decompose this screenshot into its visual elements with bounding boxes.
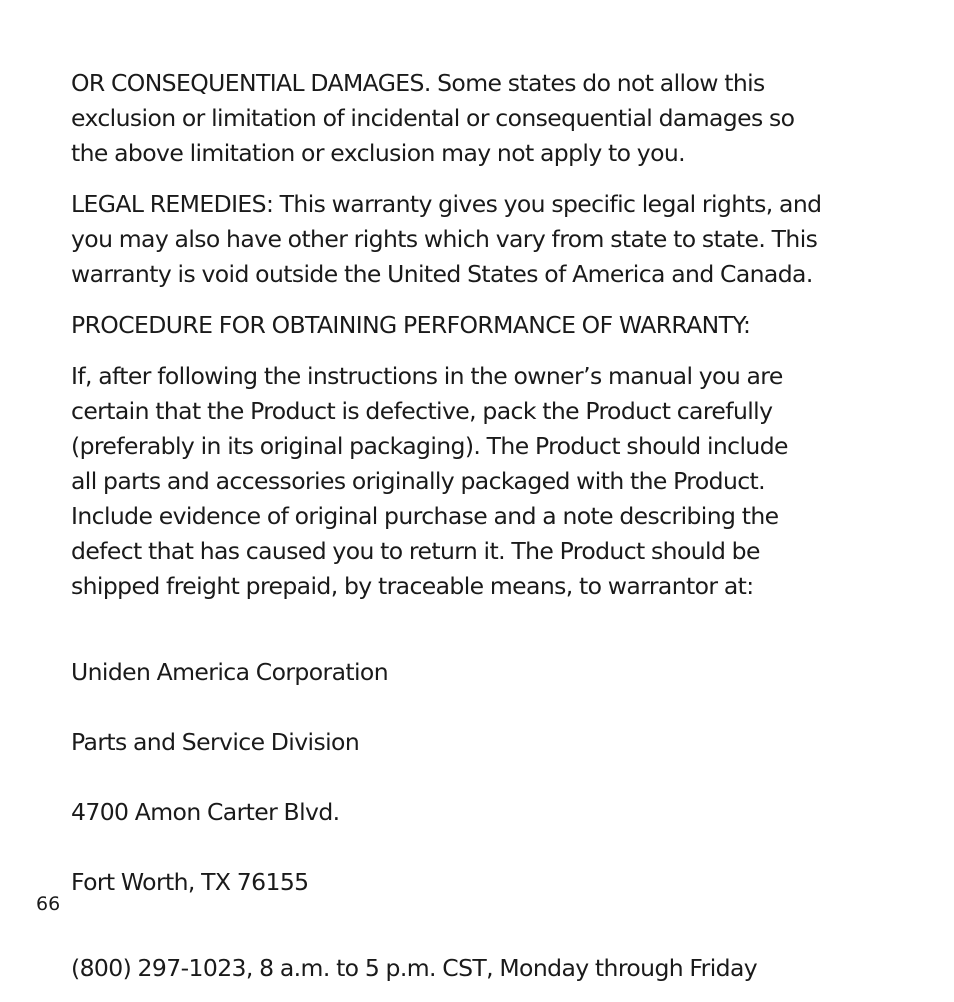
contact-hours: (800) 297-1023, 8 a.m. to 5 p.m. CST, Monday through Friday [71,954,758,982]
warranty-text [71,66,861,1002]
procedure-heading: PROCEDURE FOR OBTAINING PERFORMANCE OF WARRANTY: [71,311,751,339]
address-street: 4700 Amon Carter Blvd. [71,798,340,826]
legal-remedies-paragraph: LEGAL REMEDIES: This warranty gives you specific legal rights, and you may also have other rights which vary from state to state. This warranty is void outside the United States of America and Canada. [71,190,822,288]
address-division: Parts and Service Division [71,728,360,756]
address-city: Fort Worth, TX 76155 [71,868,309,896]
page-number: 66 [36,893,61,915]
warrantor-address [71,620,861,935]
address-company: Uniden America Corporation [71,658,388,686]
damages-paragraph: OR CONSEQUENTIAL DAMAGES. Some states do not allow this exclusion or limitation of incidental or consequential damages so the above limitation or exclusion may not apply to you. [71,69,795,167]
procedure-paragraph: If, after following the instructions in the owner’s manual you are certain that the Product is defective, pack the Product carefully (preferably in its original packaging). The Product should include all parts and accessories originally packaged with the Product. Include evidence of original purchase and a note describing the defect that has caused you to return it. The Product should be shipped freight prepaid, by traceable means, to warrantor at: [71,362,788,600]
